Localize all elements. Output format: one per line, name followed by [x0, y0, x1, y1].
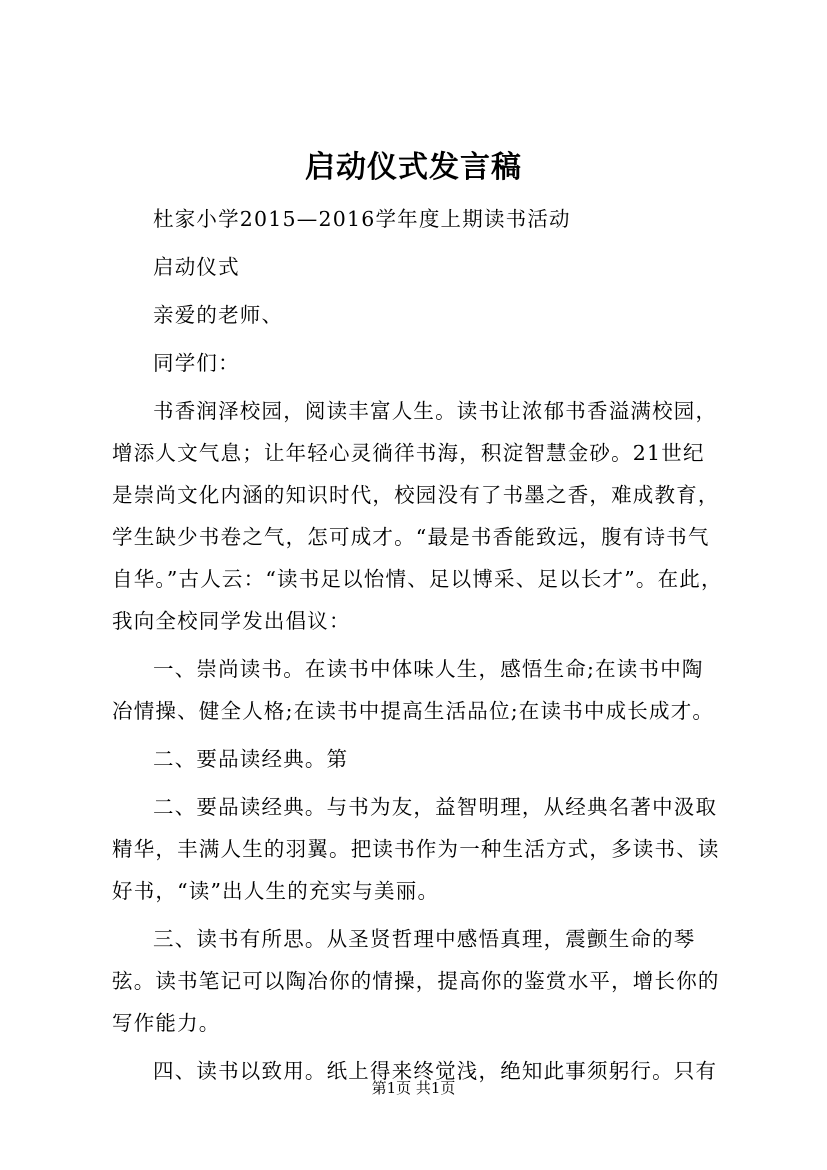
paragraph-point-three: 三、读书有所思。从圣贤哲理中感悟真理，震颤生命的琴弦。读书笔记可以陶冶你的情操，提高你的鉴赏水平，增长你的写作能力。	[112, 927, 720, 1035]
paragraph-greeting-students: 同学们：	[153, 351, 240, 375]
paragraph-ceremony: 启动仪式	[153, 255, 240, 279]
page-number-footer: 第1页 共1页	[371, 1079, 456, 1097]
paragraph-greeting-teachers: 亲爱的老师、	[153, 303, 284, 327]
document-title: 启动仪式发言稿	[305, 150, 522, 185]
paragraph-point-four: 四、读书以致用。纸上得来终觉浅，绝知此事须躬行。只有	[153, 1059, 718, 1083]
paragraph-point-two-fragment: 二、要品读经典。第	[153, 747, 349, 771]
document-body	[112, 198, 724, 1092]
paragraph-school-activity: 杜家小学2015—2016学年度上期读书活动	[153, 207, 571, 231]
paragraph-introduction: 书香润泽校园，阅读丰富人生。读书让浓郁书香溢满校园，增添人文气息；让年轻心灵徜徉书海，积淀智慧金砂。21世纪是崇尚文化内涵的知识时代，校园没有了书墨之香，难成教育，学生缺少书卷之气，怎可成才。“最是书香能致远，腹有诗书气自华。”古人云：“读书足以怡情、足以博采、足以长才”。在此，我向全校同学发出倡议：	[112, 399, 723, 633]
paragraph-point-one: 一、崇尚读书。在读书中体味人生，感悟生命;在读书中陶冶情操、健全人格;在读书中提高生活品位;在读书中成长成才。	[112, 657, 715, 723]
paragraph-point-two: 二、要品读经典。与书为友，益智明理，从经典名著中汲取精华，丰满人生的羽翼。把读书作为一种生活方式，多读书、读好书，“读”出人生的充实与美丽。	[112, 795, 720, 903]
